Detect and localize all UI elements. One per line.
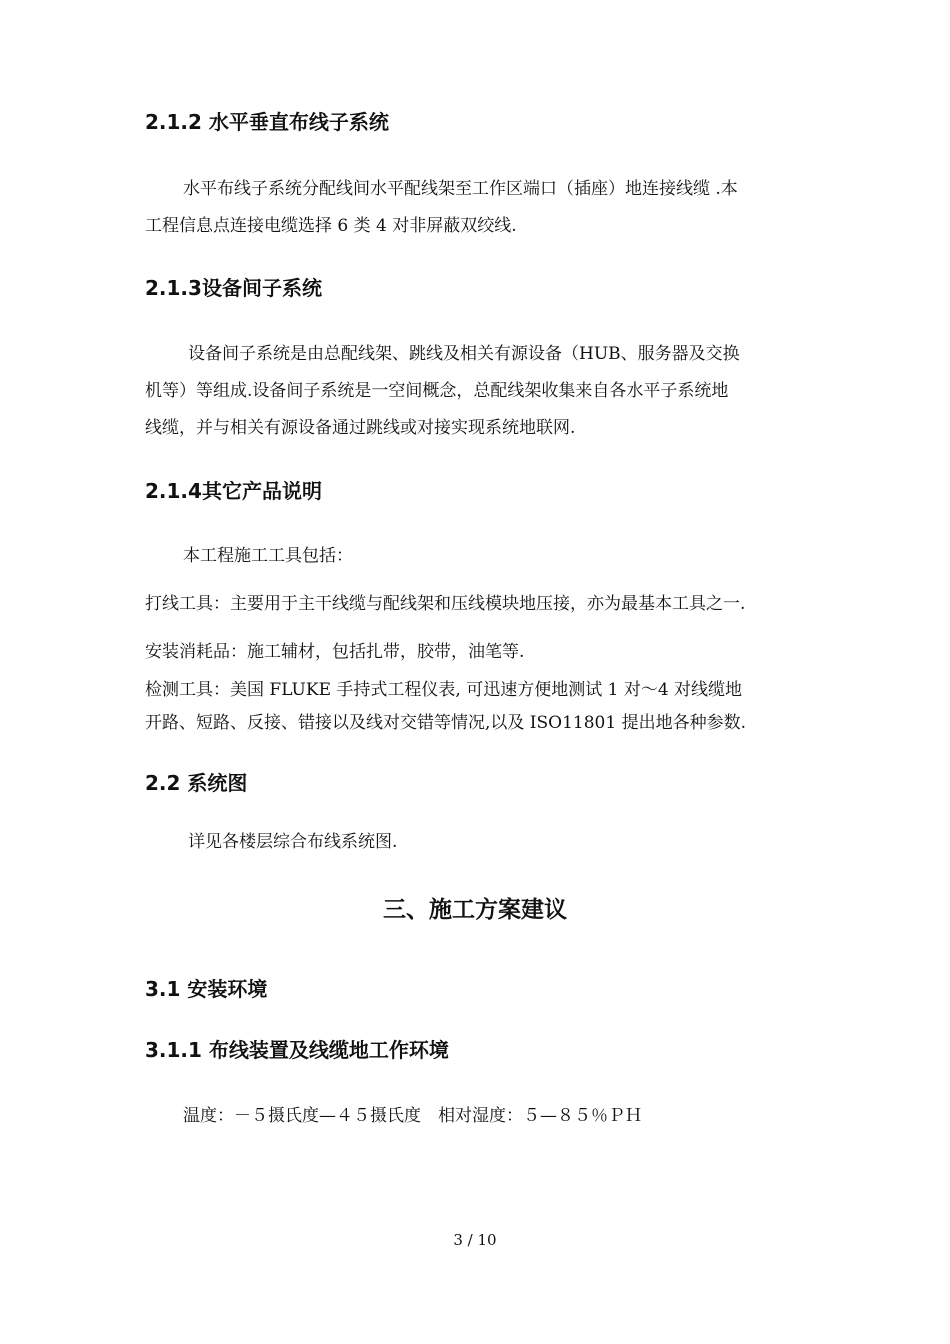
paragraph-line: 水平布线子系统分配线间水平配线架至工作区端口（插座）地连接线缆 .本 [183,179,738,199]
paragraph-line: 线缆，并与相关有源设备通过跳线或对接实现系统地联网. [145,418,576,438]
page-number: 3 / 10 [453,1231,497,1249]
tools-intro: 本工程施工工具包括： [183,546,353,566]
tool-item-testing [145,674,815,740]
section-heading-2-1-4: 2.1.4其它产品说明 [145,479,322,503]
paragraph-line: 开路、短路、反接、错接以及线对交错等情况,以及 ISO11801 提出地各种参数. [145,713,746,733]
tool-item-consumables: 安装消耗品：施工辅材，包括扎带，胶带，油笔等. [145,642,525,662]
paragraph-line: 设备间子系统是由总配线架、跳线及相关有源设备（HUB、服务器及交换 [188,344,740,364]
section-body-2-2: 详见各楼层综合布线系统图. [188,832,398,852]
section-body-3-1-1: 温度：－５摄氏度—４５摄氏度 相对湿度：５—８５％ＰＨ [183,1106,642,1126]
paragraph-line: 检测工具：美国 FLUKE 手持式工程仪表, 可迅速方便地测试 1 对～4 对线缆地 [145,680,743,700]
section-heading-3-1-1: 3.1.1 布线装置及线缆地工作环境 [145,1038,449,1062]
section-heading-3-1: 3.1 安装环境 [145,977,268,1001]
chapter-title: 三、施工方案建议 [383,897,567,923]
section-body-2-1-2 [145,171,815,245]
section-heading-2-2: 2.2 系统图 [145,771,248,795]
paragraph-line: 工程信息点连接电缆选择 6 类 4 对非屏蔽双绞线. [145,216,517,236]
tool-item-punch-down: 打线工具：主要用于主干线缆与配线架和压线模块地压接，亦为最基本工具之一. [145,594,746,614]
paragraph-line: 机等）等组成.设备间子系统是一空间概念，总配线架收集来自各水平子系统地 [145,381,729,401]
section-body-2-1-3 [145,336,815,447]
section-heading-2-1-2: 2.1.2 水平垂直布线子系统 [145,110,389,134]
section-heading-2-1-3: 2.1.3设备间子系统 [145,276,322,300]
